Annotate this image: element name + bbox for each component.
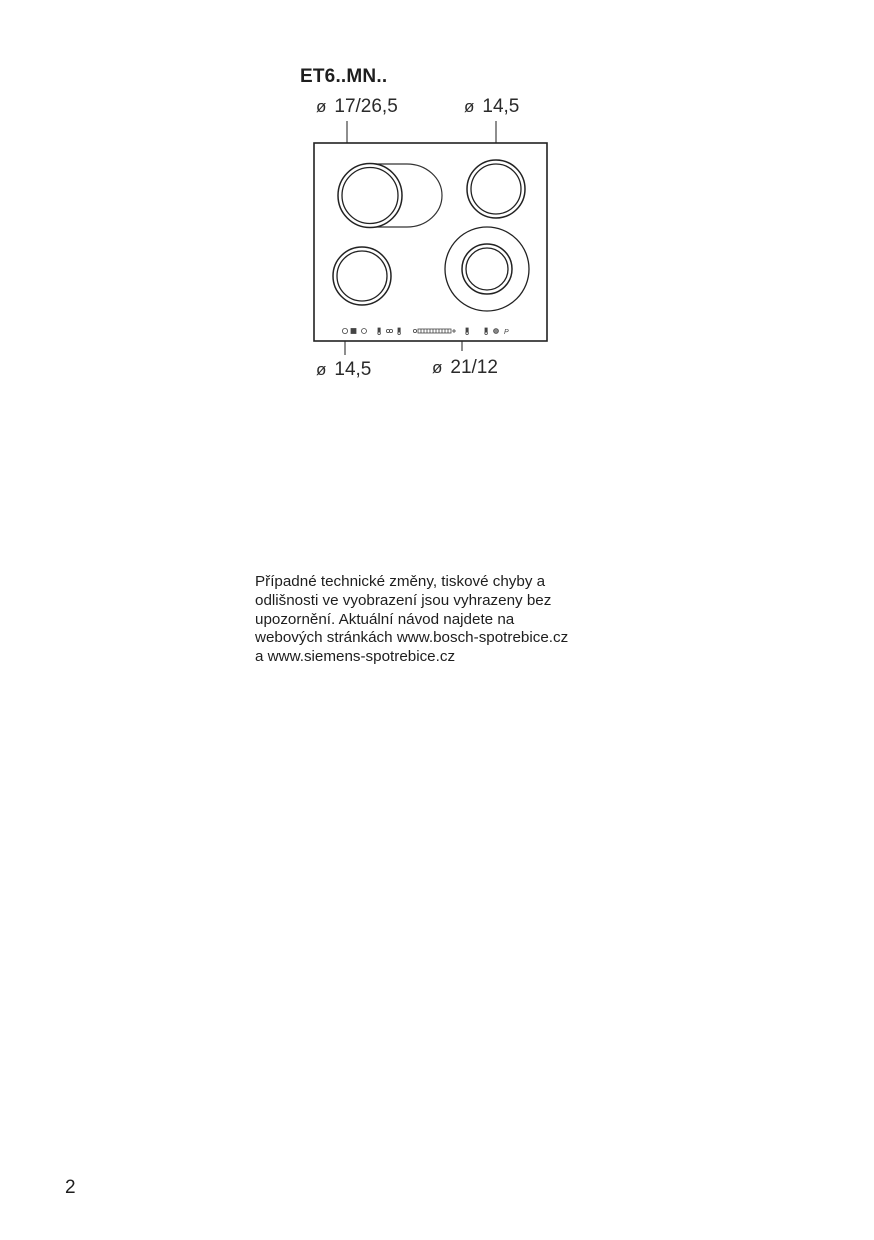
diameter-symbol: ø xyxy=(316,97,327,116)
zone-dimension-value: 17/26,5 xyxy=(334,96,398,117)
disclaimer-line: webových stránkách www.bosch-spotrebice.cz xyxy=(255,629,569,647)
disclaimer-line: upozornění. Aktuální návod najdete na xyxy=(255,610,515,628)
disclaimer-line: odlišnosti ve vyobrazení jsou vyhrazeny bez xyxy=(255,591,552,609)
zone-dimension-value: 14,5 xyxy=(482,96,520,117)
zone-dimension-value: 21/12 xyxy=(450,357,498,378)
model-title: ET6..MN.. xyxy=(300,66,388,87)
disclaimer-line: a www.siemens-spotrebice.cz xyxy=(255,648,456,666)
cooking-zone-top-left-outer xyxy=(338,164,402,228)
diameter-symbol: ø xyxy=(432,358,443,377)
dual-zone-icon xyxy=(494,329,499,334)
diameter-symbol: ø xyxy=(316,360,327,379)
page-number: 2 xyxy=(65,1177,76,1198)
diameter-symbol: ø xyxy=(464,97,475,116)
lock-icon xyxy=(351,329,356,334)
p-boost-icon: P xyxy=(504,329,509,336)
disclaimer-line: Případné technické změny, tiskové chyby a xyxy=(255,573,546,590)
cooktop-diagram xyxy=(0,0,874,420)
zone-dimension-value: 14,5 xyxy=(334,359,372,380)
disclaimer-text xyxy=(255,573,615,667)
